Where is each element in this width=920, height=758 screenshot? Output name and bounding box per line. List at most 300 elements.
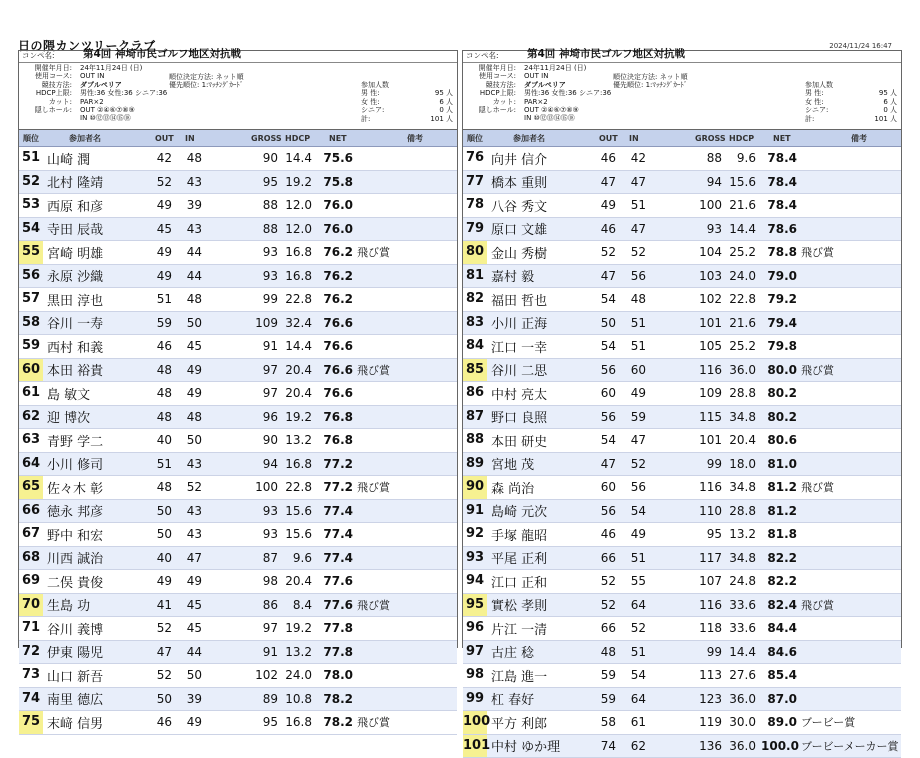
gross-score: 94	[252, 457, 278, 471]
hdcp-value: 20.4	[726, 433, 756, 447]
hdcp-value: 14.4	[726, 222, 756, 236]
col-gross: GROSS	[695, 134, 726, 143]
results-rows	[463, 147, 901, 758]
net-score: 81.8	[761, 527, 797, 541]
award-note: 飛び賞	[357, 597, 390, 613]
hdcp-value: 18.0	[726, 457, 756, 471]
name-cell: 福田 哲也	[491, 290, 547, 309]
counts-title: 参加人数	[361, 81, 453, 89]
out-score: 50	[152, 527, 172, 541]
net-score: 79.4	[761, 316, 797, 330]
name-cell: 實松 孝則	[491, 595, 547, 614]
info-course: 使用コース: OUT IN	[466, 72, 611, 80]
name-cell: 原口 文雄	[491, 219, 547, 238]
hdcp-value: 22.8	[282, 480, 312, 494]
in-score: 56	[626, 480, 646, 494]
count-senior: シニア: 0 人	[361, 106, 453, 114]
rank-cell: 86	[463, 382, 487, 405]
out-score: 60	[596, 480, 616, 494]
net-score: 78.8	[761, 245, 797, 259]
count-senior: シニア: 0 人	[805, 106, 897, 114]
table-row	[463, 664, 901, 688]
name-cell: 野口 良照	[491, 407, 547, 426]
net-score: 84.4	[761, 621, 797, 635]
out-score: 48	[596, 645, 616, 659]
net-score: 81.2	[761, 504, 797, 518]
table-row	[19, 453, 457, 477]
out-score: 49	[152, 574, 172, 588]
in-score: 44	[182, 645, 202, 659]
name-cell: 本田 研史	[491, 431, 547, 450]
comp-title-row	[463, 51, 901, 63]
name-cell: 寺田 辰哉	[47, 219, 103, 238]
gross-score: 101	[696, 316, 722, 330]
rank-cell: 97	[463, 641, 487, 664]
in-score: 45	[182, 339, 202, 353]
hdcp-value: 30.0	[726, 715, 756, 729]
table-row	[19, 288, 457, 312]
out-score: 50	[152, 692, 172, 706]
out-score: 66	[596, 621, 616, 635]
hdcp-value: 9.6	[282, 551, 312, 565]
out-score: 56	[596, 504, 616, 518]
hdcp-value: 19.2	[282, 621, 312, 635]
table-row	[463, 594, 901, 618]
in-score: 64	[626, 692, 646, 706]
name-cell: 徳永 邦彦	[47, 501, 103, 520]
count-total: 計: 101 人	[805, 115, 897, 123]
in-score: 52	[626, 621, 646, 635]
in-score: 48	[182, 151, 202, 165]
rank-rule: 順位決定方法: ネット順	[613, 73, 688, 81]
participant-counts	[361, 81, 453, 123]
rank-cell: 66	[19, 500, 43, 523]
rank-cell: 98	[463, 664, 487, 687]
rank-cell: 65	[19, 476, 43, 499]
gross-score: 103	[696, 269, 722, 283]
net-score: 76.6	[317, 316, 353, 330]
net-score: 81.0	[761, 457, 797, 471]
in-score: 49	[626, 386, 646, 400]
name-cell: 生島 功	[47, 595, 90, 614]
in-score: 59	[626, 410, 646, 424]
hdcp-value: 20.4	[282, 386, 312, 400]
in-score: 49	[182, 715, 202, 729]
priority-rule: 優先順位: 1:ﾏｯﾁﾝｸﾞｶｰﾄﾞ	[169, 81, 244, 89]
hdcp-value: 33.6	[726, 621, 756, 635]
name-cell: 手塚 龍昭	[491, 525, 547, 544]
rank-cell: 54	[19, 218, 43, 241]
in-score: 48	[182, 292, 202, 306]
rank-cell: 88	[463, 429, 487, 452]
table-row	[19, 711, 457, 735]
count-men: 男 性: 95 人	[361, 89, 453, 97]
gross-score: 93	[696, 222, 722, 236]
col-net: NET	[329, 134, 347, 143]
hdcp-value: 34.8	[726, 551, 756, 565]
gross-score: 116	[696, 480, 722, 494]
in-score: 54	[626, 668, 646, 682]
rank-cell: 57	[19, 288, 43, 311]
net-score: 77.8	[317, 621, 353, 635]
gross-score: 109	[252, 316, 278, 330]
out-score: 52	[152, 668, 172, 682]
out-score: 52	[152, 175, 172, 189]
rank-cell: 68	[19, 547, 43, 570]
in-score: 56	[626, 269, 646, 283]
table-row	[463, 523, 901, 547]
name-cell: 宮崎 明雄	[47, 243, 103, 262]
out-score: 48	[152, 410, 172, 424]
gross-score: 115	[696, 410, 722, 424]
table-row	[19, 594, 457, 618]
hdcp-value: 12.0	[282, 222, 312, 236]
net-score: 77.4	[317, 527, 353, 541]
col-note: 備考	[407, 133, 423, 144]
table-row	[19, 476, 457, 500]
name-cell: 中村 亮太	[491, 384, 547, 403]
out-score: 74	[596, 739, 616, 753]
net-score: 82.4	[761, 598, 797, 612]
rank-cell: 67	[19, 523, 43, 546]
table-row	[19, 382, 457, 406]
net-score: 80.2	[761, 410, 797, 424]
gross-score: 93	[252, 504, 278, 518]
comp-rules	[169, 73, 244, 90]
rank-cell: 99	[463, 688, 487, 711]
gross-score: 93	[252, 527, 278, 541]
info-course: 使用コース: OUT IN	[22, 72, 167, 80]
net-score: 80.6	[761, 433, 797, 447]
comp-info	[466, 64, 611, 123]
table-row	[19, 617, 457, 641]
hdcp-value: 15.6	[282, 504, 312, 518]
table-row	[19, 523, 457, 547]
name-cell: 迎 博次	[47, 407, 90, 426]
gross-score: 97	[252, 621, 278, 635]
count-men: 男 性: 95 人	[805, 89, 897, 97]
net-score: 78.4	[761, 175, 797, 189]
name-cell: 島 敏文	[47, 384, 90, 403]
comp-info	[22, 64, 167, 123]
print-date: 2024/11/24 16:47	[829, 42, 892, 50]
name-cell: 西原 和彦	[47, 196, 103, 215]
col-rank: 順位	[23, 133, 39, 144]
col-hdcp: HDCP	[729, 134, 754, 143]
results-rows	[19, 147, 457, 735]
rank-cell: 78	[463, 194, 487, 217]
gross-score: 101	[696, 433, 722, 447]
rank-cell: 51	[19, 147, 43, 170]
in-score: 39	[182, 198, 202, 212]
rank-cell: 75	[19, 711, 43, 734]
column-headers	[463, 130, 901, 147]
in-score: 49	[182, 386, 202, 400]
in-score: 47	[626, 433, 646, 447]
out-score: 66	[596, 551, 616, 565]
count-women: 女 性: 6 人	[805, 98, 897, 106]
rank-cell: 60	[19, 359, 43, 382]
hdcp-value: 34.8	[726, 480, 756, 494]
table-row	[463, 500, 901, 524]
hdcp-value: 19.2	[282, 175, 312, 189]
hdcp-value: 21.6	[726, 316, 756, 330]
net-score: 80.0	[761, 363, 797, 377]
col-out: OUT	[155, 134, 174, 143]
in-score: 48	[626, 292, 646, 306]
net-score: 77.4	[317, 504, 353, 518]
in-score: 50	[182, 433, 202, 447]
col-gross: GROSS	[251, 134, 282, 143]
award-note: 飛び賞	[801, 597, 834, 613]
table-row	[463, 265, 901, 289]
rank-cell: 87	[463, 406, 487, 429]
rank-cell: 89	[463, 453, 487, 476]
in-score: 54	[626, 504, 646, 518]
award-note: 飛び賞	[801, 479, 834, 495]
gross-score: 136	[696, 739, 722, 753]
name-cell: 片江 一清	[491, 619, 547, 638]
gross-score: 91	[252, 645, 278, 659]
info-hidden-out: 隠しホール: OUT ②④⑥⑦⑧⑨	[466, 106, 611, 114]
hdcp-value: 10.8	[282, 692, 312, 706]
hdcp-value: 15.6	[726, 175, 756, 189]
out-score: 59	[596, 668, 616, 682]
gross-score: 98	[252, 574, 278, 588]
info-format: 競技方法: ダブルペリア	[22, 81, 167, 89]
table-row	[19, 335, 457, 359]
out-score: 48	[152, 363, 172, 377]
count-women: 女 性: 6 人	[361, 98, 453, 106]
hdcp-value: 20.4	[282, 574, 312, 588]
net-score: 79.8	[761, 339, 797, 353]
net-score: 76.2	[317, 269, 353, 283]
rank-cell: 83	[463, 312, 487, 335]
out-score: 47	[596, 175, 616, 189]
table-row	[463, 711, 901, 735]
hdcp-value: 13.2	[282, 433, 312, 447]
net-score: 76.6	[317, 339, 353, 353]
hdcp-value: 24.0	[726, 269, 756, 283]
name-cell: 伊東 陽児	[47, 642, 103, 661]
award-note: ブービーメーカー賞	[801, 738, 898, 754]
name-cell: 川西 誠治	[47, 548, 103, 567]
gross-score: 99	[696, 457, 722, 471]
gross-score: 87	[252, 551, 278, 565]
hdcp-value: 16.8	[282, 245, 312, 259]
net-score: 82.2	[761, 551, 797, 565]
out-score: 40	[152, 433, 172, 447]
gross-score: 97	[252, 386, 278, 400]
out-score: 48	[152, 480, 172, 494]
priority-rule: 優先順位: 1:ﾏｯﾁﾝｸﾞｶｰﾄﾞ	[613, 81, 688, 89]
net-score: 77.2	[317, 457, 353, 471]
in-score: 61	[626, 715, 646, 729]
net-score: 78.4	[761, 198, 797, 212]
gross-score: 102	[696, 292, 722, 306]
net-score: 89.0	[761, 715, 797, 729]
sheet-header	[19, 51, 457, 130]
table-row	[463, 476, 901, 500]
gross-score: 94	[696, 175, 722, 189]
hdcp-value: 28.8	[726, 504, 756, 518]
gross-score: 95	[696, 527, 722, 541]
rank-cell: 82	[463, 288, 487, 311]
name-cell: 平方 利郎	[491, 713, 547, 732]
out-score: 50	[152, 504, 172, 518]
hdcp-value: 13.2	[282, 645, 312, 659]
hdcp-value: 22.8	[282, 292, 312, 306]
award-note: 飛び賞	[357, 362, 390, 378]
comp-label: コンペ名:	[22, 52, 55, 60]
in-score: 52	[626, 245, 646, 259]
name-cell: 小川 正海	[491, 313, 547, 332]
gross-score: 109	[696, 386, 722, 400]
in-score: 45	[182, 598, 202, 612]
info-format: 競技方法: ダブルペリア	[466, 81, 611, 89]
hdcp-value: 24.0	[282, 668, 312, 682]
in-score: 64	[626, 598, 646, 612]
in-score: 49	[182, 574, 202, 588]
out-score: 49	[152, 245, 172, 259]
award-note: 飛び賞	[801, 244, 834, 260]
gross-score: 88	[696, 151, 722, 165]
table-row	[19, 641, 457, 665]
club-name: 日の隈カンツリークラブ	[18, 37, 156, 54]
rank-cell: 55	[19, 241, 43, 264]
in-score: 49	[182, 363, 202, 377]
net-score: 76.0	[317, 222, 353, 236]
table-row	[19, 265, 457, 289]
info-hidden-in: IN ⑩⑫⑬⑭⑮⑱	[466, 114, 611, 122]
hdcp-value: 14.4	[282, 339, 312, 353]
gross-score: 119	[696, 715, 722, 729]
gross-score: 105	[696, 339, 722, 353]
net-score: 76.2	[317, 245, 353, 259]
name-cell: 永原 沙織	[47, 266, 103, 285]
hdcp-value: 21.6	[726, 198, 756, 212]
in-score: 43	[182, 175, 202, 189]
out-score: 47	[596, 457, 616, 471]
name-cell: 嘉村 毅	[491, 266, 534, 285]
in-score: 62	[626, 739, 646, 753]
rank-cell: 70	[19, 594, 43, 617]
table-row	[463, 288, 901, 312]
net-score: 76.0	[317, 198, 353, 212]
out-score: 60	[596, 386, 616, 400]
table-row	[19, 547, 457, 571]
out-score: 50	[596, 316, 616, 330]
hdcp-value: 14.4	[282, 151, 312, 165]
gross-score: 93	[252, 245, 278, 259]
gross-score: 86	[252, 598, 278, 612]
sheet-header	[463, 51, 901, 130]
gross-score: 104	[696, 245, 722, 259]
net-score: 79.2	[761, 292, 797, 306]
net-score: 75.6	[317, 151, 353, 165]
table-row	[463, 547, 901, 571]
rank-cell: 63	[19, 429, 43, 452]
in-score: 50	[182, 668, 202, 682]
table-row	[19, 429, 457, 453]
gross-score: 99	[252, 292, 278, 306]
net-score: 100.0	[761, 739, 797, 753]
table-row	[463, 617, 901, 641]
gross-score: 113	[696, 668, 722, 682]
table-row	[463, 312, 901, 336]
comp-name: 第4回 神埼市民ゴルフ地区対抗戦	[83, 50, 241, 58]
rank-cell: 101	[463, 735, 487, 758]
table-row	[463, 194, 901, 218]
award-note: 飛び賞	[357, 714, 390, 730]
net-score: 78.2	[317, 715, 353, 729]
net-score: 78.4	[761, 151, 797, 165]
out-score: 52	[596, 245, 616, 259]
name-cell: 杠 春好	[491, 689, 534, 708]
name-cell: 八谷 秀文	[491, 196, 547, 215]
net-score: 77.4	[317, 551, 353, 565]
net-score: 77.6	[317, 574, 353, 588]
rank-cell: 85	[463, 359, 487, 382]
gross-score: 89	[252, 692, 278, 706]
hdcp-value: 13.2	[726, 527, 756, 541]
rank-cell: 69	[19, 570, 43, 593]
in-score: 60	[626, 363, 646, 377]
name-cell: 黒田 淳也	[47, 290, 103, 309]
hdcp-value: 16.8	[282, 715, 312, 729]
table-row	[19, 688, 457, 712]
table-row	[463, 429, 901, 453]
rank-cell: 80	[463, 241, 487, 264]
out-score: 40	[152, 551, 172, 565]
table-row	[463, 735, 901, 758]
name-cell: 佐々木 彰	[47, 478, 103, 497]
results-sheet-right	[462, 50, 902, 648]
in-score: 45	[182, 621, 202, 635]
net-score: 76.8	[317, 410, 353, 424]
out-score: 56	[596, 410, 616, 424]
out-score: 45	[152, 222, 172, 236]
hdcp-value: 16.8	[282, 457, 312, 471]
out-score: 46	[152, 715, 172, 729]
in-score: 49	[626, 527, 646, 541]
rank-cell: 71	[19, 617, 43, 640]
in-score: 44	[182, 245, 202, 259]
in-score: 47	[182, 551, 202, 565]
net-score: 85.4	[761, 668, 797, 682]
gross-score: 95	[252, 715, 278, 729]
gross-score: 93	[252, 269, 278, 283]
name-cell: 平尾 正利	[491, 548, 547, 567]
gross-score: 110	[696, 504, 722, 518]
table-row	[463, 241, 901, 265]
name-cell: 江口 一幸	[491, 337, 547, 356]
comp-name: 第4回 神埼市民ゴルフ地区対抗戦	[527, 50, 685, 58]
table-row	[463, 688, 901, 712]
out-score: 49	[152, 198, 172, 212]
in-score: 44	[182, 269, 202, 283]
out-score: 58	[596, 715, 616, 729]
name-cell: 谷川 一寿	[47, 313, 103, 332]
name-cell: 南里 德広	[47, 689, 103, 708]
gross-score: 90	[252, 151, 278, 165]
award-note: ブービー賞	[801, 714, 855, 730]
net-score: 76.6	[317, 386, 353, 400]
hdcp-value: 24.8	[726, 574, 756, 588]
col-note: 備考	[851, 133, 867, 144]
name-cell: 江島 進一	[491, 666, 547, 685]
out-score: 48	[152, 386, 172, 400]
